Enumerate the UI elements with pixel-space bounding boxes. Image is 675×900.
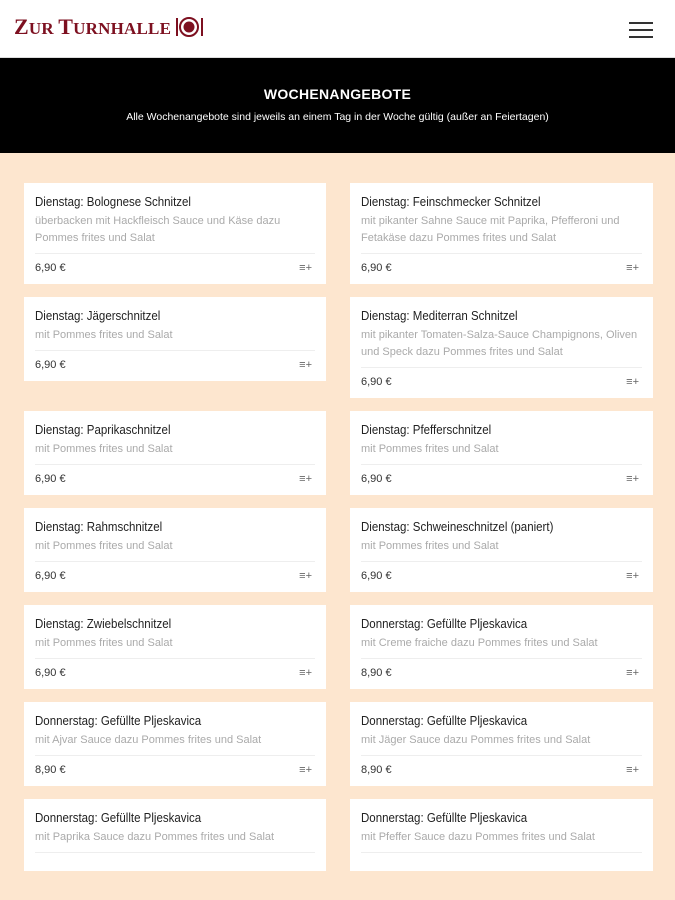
item-price: 6,90 € <box>361 570 392 582</box>
divider <box>35 464 315 465</box>
divider <box>361 253 642 254</box>
item-price: 6,90 € <box>35 473 66 485</box>
menu-item-card[interactable] <box>350 799 653 871</box>
item-description: mit Pommes frites und Salat <box>361 443 499 455</box>
item-description: mit Jäger Sauce dazu Pommes frites und Salat <box>361 734 591 746</box>
item-price: 6,90 € <box>361 376 392 388</box>
item-description: mit Pfeffer Sauce dazu Pommes frites und Salat <box>361 831 595 843</box>
item-title: Dienstag: Paprikaschnitzel <box>35 423 171 437</box>
menu-item-card[interactable] <box>350 411 653 495</box>
item-title: Dienstag: Zwiebelschnitzel <box>35 617 172 631</box>
item-description: mit pikanter Sahne Sauce mit Paprika, Pfefferoni und Fetakäse dazu Pommes frites und Salat <box>361 215 620 244</box>
logo-text: T <box>58 14 74 39</box>
add-to-order-icon[interactable]: ≡+ <box>626 764 639 776</box>
item-price: 6,90 € <box>35 667 66 679</box>
divider <box>35 755 315 756</box>
menu-item-card[interactable] <box>24 605 326 689</box>
item-price: 6,90 € <box>35 262 66 274</box>
menu-item-card[interactable] <box>24 411 326 495</box>
logo-text: UR <box>28 19 59 38</box>
site-header <box>0 0 675 58</box>
item-description: mit pikanter Tomaten-Salza-Sauce Champignons, Oliven und Speck dazu Pommes frites und Salat <box>361 329 638 358</box>
add-to-order-icon[interactable]: ≡+ <box>626 667 639 679</box>
add-to-order-icon[interactable]: ≡+ <box>626 376 639 388</box>
item-description: mit Pommes frites und Salat <box>35 637 173 649</box>
item-description: mit Pommes frites und Salat <box>361 540 499 552</box>
add-to-order-icon[interactable]: ≡+ <box>299 473 312 485</box>
item-title: Donnerstag: Gefüllte Pljeskavica <box>361 714 528 728</box>
item-title: Dienstag: Jägerschnitzel <box>35 309 161 323</box>
add-to-order-icon[interactable]: ≡+ <box>299 359 312 371</box>
item-title: Dienstag: Feinschmecker Schnitzel <box>361 195 541 209</box>
menu-item-card[interactable] <box>350 702 653 786</box>
item-title: Donnerstag: Gefüllte Pljeskavica <box>35 811 202 825</box>
item-price: 8,90 € <box>35 764 66 776</box>
offers-banner <box>0 58 675 153</box>
item-title: Donnerstag: Gefüllte Pljeskavica <box>361 811 528 825</box>
item-price: 6,90 € <box>35 570 66 582</box>
plate-cutlery-icon <box>175 16 205 38</box>
add-to-order-icon[interactable]: ≡+ <box>299 262 312 274</box>
menu-item-card[interactable] <box>24 297 326 381</box>
item-title: Dienstag: Schweineschnitzel (paniert) <box>361 520 554 534</box>
add-to-order-icon[interactable]: ≡+ <box>299 764 312 776</box>
item-description: mit Ajvar Sauce dazu Pommes frites und Salat <box>35 734 262 746</box>
item-title: Donnerstag: Gefüllte Pljeskavica <box>35 714 202 728</box>
item-description: mit Pommes frites und Salat <box>35 443 173 455</box>
item-description: überbacken mit Hackfleisch Sauce und Käse dazu Pommes frites und Salat <box>35 215 281 244</box>
menu-item-card[interactable] <box>24 799 326 871</box>
divider <box>361 852 642 853</box>
menu-item-card[interactable] <box>350 183 653 284</box>
page-title: WOCHENANGEBOTE <box>263 86 412 102</box>
item-title: Dienstag: Pfefferschnitzel <box>361 423 492 437</box>
divider <box>35 658 315 659</box>
divider <box>361 464 642 465</box>
item-price: 8,90 € <box>361 764 392 776</box>
logo-text: URNHALLE <box>73 19 172 38</box>
divider <box>361 561 642 562</box>
divider <box>35 253 315 254</box>
divider <box>361 367 642 368</box>
item-price: 6,90 € <box>35 359 66 371</box>
logo[interactable] <box>14 14 205 40</box>
item-title: Dienstag: Bolognese Schnitzel <box>35 195 191 209</box>
menu-item-card[interactable] <box>24 702 326 786</box>
add-to-order-icon[interactable]: ≡+ <box>299 570 312 582</box>
add-to-order-icon[interactable]: ≡+ <box>299 667 312 679</box>
offers-grid <box>0 153 675 871</box>
add-to-order-icon[interactable]: ≡+ <box>626 570 639 582</box>
item-title: Donnerstag: Gefüllte Pljeskavica <box>361 617 528 631</box>
item-price: 6,90 € <box>361 262 392 274</box>
item-title: Dienstag: Rahmschnitzel <box>35 520 163 534</box>
menu-item-card[interactable] <box>24 183 326 284</box>
page-subtitle: Alle Wochenangebote sind jeweils an einem Tag in der Woche gültig (außer an Feiertagen) <box>126 111 549 123</box>
item-description: mit Pommes frites und Salat <box>35 540 173 552</box>
divider <box>361 658 642 659</box>
divider <box>35 561 315 562</box>
add-to-order-icon[interactable]: ≡+ <box>626 473 639 485</box>
divider <box>361 755 642 756</box>
menu-item-card[interactable] <box>350 508 653 592</box>
menu-item-card[interactable] <box>350 605 653 689</box>
item-description: mit Pommes frites und Salat <box>35 329 173 341</box>
item-description: mit Paprika Sauce dazu Pommes frites und Salat <box>35 831 275 843</box>
divider <box>35 852 315 853</box>
item-description: mit Creme fraiche dazu Pommes frites und Salat <box>361 637 598 649</box>
menu-item-card[interactable] <box>24 508 326 592</box>
logo-text: Z <box>14 14 29 39</box>
item-title: Dienstag: Mediterran Schnitzel <box>361 309 518 323</box>
item-price: 6,90 € <box>361 473 392 485</box>
item-price: 8,90 € <box>361 667 392 679</box>
menu-item-card[interactable] <box>350 297 653 398</box>
menu-button[interactable] <box>629 22 653 38</box>
divider <box>35 350 315 351</box>
add-to-order-icon[interactable]: ≡+ <box>626 262 639 274</box>
